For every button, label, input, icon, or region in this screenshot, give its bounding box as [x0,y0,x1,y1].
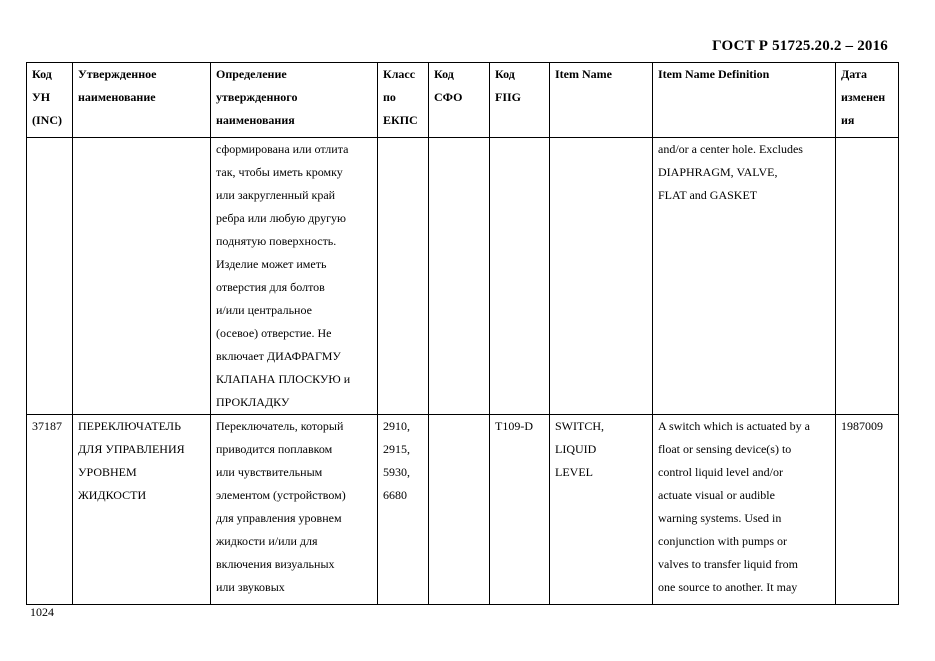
cell-text-line: warning systems. Used in [658,511,782,525]
cell-item-name [550,415,653,605]
header-text-line: Класс [383,67,416,81]
cell-text-line: SWITCH, [555,419,604,433]
column-header-class [378,63,429,138]
cell-fiig-code [490,138,550,415]
header-text-line: Item Name [555,67,612,81]
header-text-line: ЕКПС [383,113,418,127]
column-header-change-date [836,63,899,138]
column-header-definition [211,63,378,138]
cell-text-line: или звуковых [216,580,285,594]
cell-item-name [550,138,653,415]
cell-text-line: КЛАПАНА ПЛОСКУЮ и [216,372,351,386]
header-text-line: по [383,90,396,104]
cell-text-line: приводится поплавком [216,442,333,456]
header-text-line: Утвержденное [78,67,157,81]
cell-text-line: ПРОКЛАДКУ [216,395,290,409]
cell-class [378,415,429,605]
cell-change-date [836,138,899,415]
cell-definition [211,415,378,605]
cell-text-line: ЖИДКОСТИ [78,488,147,502]
header-text-line: УН [32,90,51,104]
cell-class [378,138,429,415]
column-header-inc-code [27,63,73,138]
header-text-line: СФО [434,90,463,104]
cell-text-line: и/или центральное [216,303,312,317]
cell-sfo-code [429,138,490,415]
header-text-line: Item Name Definition [658,67,770,81]
column-header-item-name [550,63,653,138]
cell-approved-name [73,415,211,605]
cell-text-line: 37187 [32,419,62,433]
header-text-line: Определение [216,67,287,81]
cell-text-line: (осевое) отверстие. Не [216,326,332,340]
cell-text-line: элементом (устройством) [216,488,346,502]
cell-text-line: 2915, [383,442,410,456]
cell-text-line: LEVEL [555,465,593,479]
header-text-line: наименования [216,113,295,127]
table-row [27,138,899,415]
cell-item-name-definition [653,138,836,415]
cell-text-line: conjunction with pumps or [658,534,787,548]
header-text-line: Код [434,67,454,81]
cell-text-line: 2910, [383,419,410,433]
cell-text-line: A switch which is actuated by a [658,419,810,433]
cell-text-line: отверстия для болтов [216,280,325,294]
cell-text-line: T109-D [495,419,533,433]
cell-text-line: для управления уровнем [216,511,342,525]
cell-text-line: поднятую поверхность. [216,234,337,248]
column-header-item-name-definition [653,63,836,138]
cell-text-line: так, чтобы иметь кромку [216,165,343,179]
cell-text-line: Переключатель, который [216,419,344,433]
cell-item-name-definition [653,415,836,605]
cell-text-line: LIQUID [555,442,597,456]
cell-text-line: включения визуальных [216,557,335,571]
cell-definition [211,138,378,415]
cell-text-line: DIAPHRAGM, VALVE, [658,165,778,179]
header-text-line: FIIG [495,90,522,104]
cell-change-date [836,415,899,605]
header-text-line: наименование [78,90,156,104]
cell-text-line: УРОВНЕМ [78,465,137,479]
cell-text-line: ДЛЯ УПРАВЛЕНИЯ [78,442,185,456]
cell-text-line: 5930, [383,465,410,479]
cell-fiig-code [490,415,550,605]
cell-approved-name [73,138,211,415]
column-header-approved-name [73,63,211,138]
cell-text-line: 6680 [383,488,407,502]
cell-text-line: 1987009 [841,419,883,433]
classification-table [26,62,899,605]
cell-text-line: сформирована или отлита [216,142,349,156]
cell-text-line: actuate visual or audible [658,488,775,502]
header-text-line: ия [841,113,855,127]
cell-text-line: или чувствительным [216,465,323,479]
cell-sfo-code [429,415,490,605]
column-header-sfo-code [429,63,490,138]
header-text-line: изменен [841,90,886,104]
cell-text-line: FLAT and GASKET [658,188,758,202]
cell-inc-code [27,415,73,605]
header-text-line: (INC) [32,113,62,127]
header-text-line: утвержденного [216,90,298,104]
header-text-line: Дата [841,67,867,81]
cell-text-line: and/or a center hole. Excludes [658,142,803,156]
table-row [27,415,899,605]
cell-text-line: включает ДИАФРАГМУ [216,349,341,363]
cell-text-line: жидкости и/или для [216,534,318,548]
header-text-line: Код [32,67,52,81]
column-header-fiig-code [490,63,550,138]
cell-text-line: valves to transfer liquid from [658,557,798,571]
cell-text-line: ребра или любую другую [216,211,346,225]
cell-text-line: или закругленный край [216,188,336,202]
cell-inc-code [27,138,73,415]
document-header: ГОСТ Р 51725.20.2 – 2016 [712,38,888,54]
table-header-row [27,63,899,138]
header-text-line: Код [495,67,515,81]
cell-text-line: ПЕРЕКЛЮЧАТЕЛЬ [78,419,181,433]
cell-text-line: one source to another. It may [658,580,798,594]
page-number: 1024 [30,605,54,619]
cell-text-line: float or sensing device(s) to [658,442,792,456]
cell-text-line: Изделие может иметь [216,257,327,271]
cell-text-line: control liquid level and/or [658,465,783,479]
